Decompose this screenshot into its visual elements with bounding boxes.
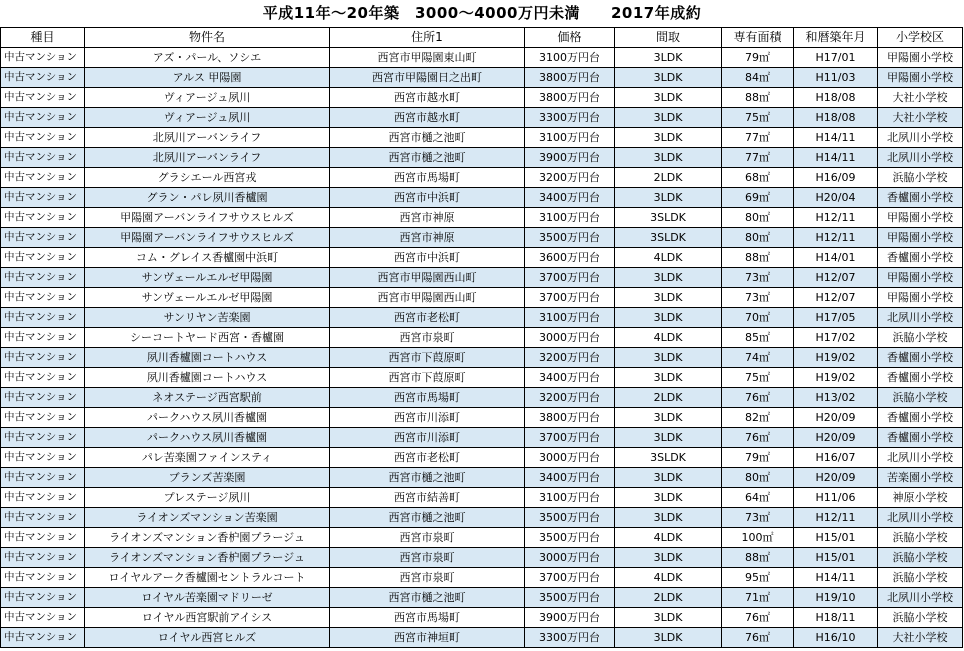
cell-layout: 2LDK [615,388,722,408]
cell-built-date: H11/03 [794,68,878,88]
cell-layout: 3LDK [615,368,722,388]
cell-layout: 3LDK [615,468,722,488]
cell-address: 西宮市甲陽園東山町 [330,48,525,68]
cell-price: 3500万円台 [525,588,615,608]
table-row [1,48,963,68]
cell-property-name: アズ・パール、ソシエ [85,48,330,68]
cell-built-date: H15/01 [794,528,878,548]
cell-address: 西宮市老松町 [330,308,525,328]
cell-price: 3700万円台 [525,288,615,308]
cell-area: 80㎡ [722,468,794,488]
cell-price: 3400万円台 [525,468,615,488]
cell-price: 3100万円台 [525,128,615,148]
cell-address: 西宮市泉町 [330,328,525,348]
cell-price: 3200万円台 [525,168,615,188]
cell-built-date: H14/01 [794,248,878,268]
cell-layout: 3LDK [615,488,722,508]
table-row [1,588,963,608]
cell-school-district: 大社小学校 [878,628,963,648]
cell-area: 88㎡ [722,248,794,268]
table-row [1,248,963,268]
table-row [1,548,963,568]
cell-address: 西宮市馬場町 [330,168,525,188]
cell-layout: 3LDK [615,288,722,308]
cell-type: 中古マンション [1,428,85,448]
cell-type: 中古マンション [1,188,85,208]
cell-type: 中古マンション [1,508,85,528]
cell-address: 西宮市泉町 [330,568,525,588]
cell-area: 75㎡ [722,108,794,128]
cell-area: 85㎡ [722,328,794,348]
cell-area: 77㎡ [722,128,794,148]
cell-school-district: 浜脇小学校 [878,568,963,588]
cell-property-name: グラシエール西宮戎 [85,168,330,188]
cell-layout: 3LDK [615,108,722,128]
cell-area: 88㎡ [722,548,794,568]
cell-area: 71㎡ [722,588,794,608]
cell-type: 中古マンション [1,88,85,108]
cell-built-date: H20/09 [794,428,878,448]
cell-layout: 3LDK [615,148,722,168]
cell-property-name: ネオステージ西宮駅前 [85,388,330,408]
cell-property-name: 夙川香櫨園コートハウス [85,348,330,368]
cell-type: 中古マンション [1,588,85,608]
table-header [1,28,963,48]
cell-layout: 3LDK [615,68,722,88]
cell-area: 76㎡ [722,428,794,448]
cell-school-district: 香櫨園小学校 [878,188,963,208]
cell-address: 西宮市下葭原町 [330,348,525,368]
cell-price: 3000万円台 [525,548,615,568]
cell-type: 中古マンション [1,308,85,328]
cell-built-date: H12/11 [794,508,878,528]
cell-price: 3000万円台 [525,328,615,348]
cell-built-date: H20/04 [794,188,878,208]
table-row [1,368,963,388]
cell-address: 西宮市馬場町 [330,388,525,408]
cell-layout: 3LDK [615,548,722,568]
cell-area: 80㎡ [722,208,794,228]
cell-built-date: H12/07 [794,288,878,308]
cell-area: 75㎡ [722,368,794,388]
cell-school-district: 苦楽園小学校 [878,468,963,488]
cell-built-date: H17/01 [794,48,878,68]
cell-school-district: 香櫨園小学校 [878,368,963,388]
cell-address: 西宮市甲陽園西山町 [330,288,525,308]
cell-layout: 3LDK [615,608,722,628]
cell-layout: 3LDK [615,308,722,328]
cell-built-date: H19/02 [794,348,878,368]
cell-price: 3500万円台 [525,528,615,548]
cell-property-name: ライオンズマンション香枦園プラージュ [85,528,330,548]
cell-address: 西宮市越水町 [330,108,525,128]
cell-layout: 3LDK [615,88,722,108]
cell-type: 中古マンション [1,468,85,488]
column-header-address: 住所1 [330,28,525,48]
cell-built-date: H18/08 [794,88,878,108]
cell-built-date: H14/11 [794,128,878,148]
cell-address: 西宮市樋之池町 [330,508,525,528]
cell-property-name: パークハウス夙川香櫨園 [85,408,330,428]
cell-price: 3100万円台 [525,48,615,68]
column-header-price: 価格 [525,28,615,48]
cell-address: 西宮市越水町 [330,88,525,108]
cell-price: 3700万円台 [525,568,615,588]
cell-type: 中古マンション [1,568,85,588]
cell-area: 82㎡ [722,408,794,428]
table-row [1,468,963,488]
cell-school-district: 北夙川小学校 [878,308,963,328]
cell-price: 3100万円台 [525,488,615,508]
listing-table [0,27,963,648]
table-row [1,308,963,328]
cell-address: 西宮市神原 [330,228,525,248]
cell-property-name: コム・グレイス香櫨園中浜町 [85,248,330,268]
cell-school-district: 甲陽園小学校 [878,48,963,68]
table-row [1,348,963,368]
cell-layout: 3LDK [615,348,722,368]
cell-school-district: 甲陽園小学校 [878,268,963,288]
cell-type: 中古マンション [1,368,85,388]
cell-school-district: 浜脇小学校 [878,528,963,548]
cell-built-date: H11/06 [794,488,878,508]
cell-school-district: 北夙川小学校 [878,588,963,608]
header-row [1,28,963,48]
cell-property-name: ヴィアージュ夙川 [85,88,330,108]
cell-school-district: 浜脇小学校 [878,608,963,628]
table-row [1,628,963,648]
cell-built-date: H15/01 [794,548,878,568]
cell-built-date: H16/10 [794,628,878,648]
cell-price: 3800万円台 [525,68,615,88]
cell-school-district: 北夙川小学校 [878,508,963,528]
table-row [1,128,963,148]
cell-area: 76㎡ [722,628,794,648]
cell-school-district: 大社小学校 [878,108,963,128]
cell-school-district: 香櫨園小学校 [878,428,963,448]
cell-type: 中古マンション [1,628,85,648]
cell-address: 西宮市川添町 [330,408,525,428]
cell-school-district: 大社小学校 [878,88,963,108]
cell-layout: 4LDK [615,248,722,268]
cell-school-district: 香櫨園小学校 [878,408,963,428]
cell-property-name: シーコートヤード西宮・香櫨園 [85,328,330,348]
table-row [1,228,963,248]
cell-property-name: ライオンズマンション香枦園プラージュ [85,548,330,568]
cell-type: 中古マンション [1,548,85,568]
cell-school-district: 北夙川小学校 [878,128,963,148]
cell-school-district: 甲陽園小学校 [878,228,963,248]
cell-price: 3900万円台 [525,148,615,168]
cell-property-name: ヴィアージュ夙川 [85,108,330,128]
cell-layout: 3SLDK [615,208,722,228]
cell-built-date: H14/11 [794,568,878,588]
cell-price: 3800万円台 [525,408,615,428]
cell-layout: 3LDK [615,408,722,428]
cell-school-district: 浜脇小学校 [878,388,963,408]
column-header-name: 物件名 [85,28,330,48]
table-row [1,528,963,548]
cell-type: 中古マンション [1,388,85,408]
cell-price: 3900万円台 [525,608,615,628]
cell-layout: 3LDK [615,48,722,68]
cell-layout: 2LDK [615,168,722,188]
cell-school-district: 浜脇小学校 [878,328,963,348]
cell-type: 中古マンション [1,288,85,308]
cell-layout: 2LDK [615,588,722,608]
cell-address: 西宮市甲陽園西山町 [330,268,525,288]
cell-address: 西宮市中浜町 [330,188,525,208]
cell-layout: 4LDK [615,328,722,348]
cell-built-date: H19/10 [794,588,878,608]
cell-property-name: ロイヤルアーク香櫨園セントラルコート [85,568,330,588]
cell-price: 3600万円台 [525,248,615,268]
cell-area: 73㎡ [722,268,794,288]
cell-area: 73㎡ [722,508,794,528]
table-body [1,48,963,648]
cell-built-date: H20/09 [794,408,878,428]
cell-layout: 3LDK [615,428,722,448]
cell-price: 3500万円台 [525,228,615,248]
table-row [1,108,963,128]
cell-address: 西宮市老松町 [330,448,525,468]
cell-address: 西宮市川添町 [330,428,525,448]
cell-address: 西宮市泉町 [330,528,525,548]
cell-area: 76㎡ [722,388,794,408]
cell-address: 西宮市樋之池町 [330,588,525,608]
cell-area: 84㎡ [722,68,794,88]
cell-school-district: 香櫨園小学校 [878,348,963,368]
cell-type: 中古マンション [1,68,85,88]
cell-price: 3800万円台 [525,88,615,108]
column-header-layout: 間取 [615,28,722,48]
cell-area: 64㎡ [722,488,794,508]
table-row [1,148,963,168]
cell-address: 西宮市下葭原町 [330,368,525,388]
table-row [1,288,963,308]
cell-built-date: H18/08 [794,108,878,128]
cell-property-name: ロイヤル西宮ヒルズ [85,628,330,648]
cell-address: 西宮市馬場町 [330,608,525,628]
cell-price: 3400万円台 [525,368,615,388]
cell-built-date: H18/11 [794,608,878,628]
cell-area: 73㎡ [722,288,794,308]
cell-property-name: ロイヤル苦楽園マドリーゼ [85,588,330,608]
cell-property-name: ライオンズマンション苦楽園 [85,508,330,528]
cell-layout: 3LDK [615,628,722,648]
cell-school-district: 北夙川小学校 [878,148,963,168]
cell-school-district: 甲陽園小学校 [878,208,963,228]
table-row [1,328,963,348]
cell-built-date: H16/09 [794,168,878,188]
cell-area: 76㎡ [722,608,794,628]
cell-property-name: アルス 甲陽園 [85,68,330,88]
cell-type: 中古マンション [1,328,85,348]
cell-layout: 3LDK [615,268,722,288]
cell-address: 西宮市神原 [330,208,525,228]
column-header-school: 小学校区 [878,28,963,48]
table-row [1,188,963,208]
cell-built-date: H13/02 [794,388,878,408]
cell-type: 中古マンション [1,128,85,148]
cell-property-name: サンヴェールエルゼ甲陽園 [85,288,330,308]
cell-price: 3300万円台 [525,108,615,128]
table-row [1,428,963,448]
cell-layout: 3SLDK [615,228,722,248]
cell-type: 中古マンション [1,348,85,368]
table-row [1,408,963,428]
cell-price: 3200万円台 [525,388,615,408]
cell-price: 3500万円台 [525,508,615,528]
cell-price: 3700万円台 [525,428,615,448]
table-row [1,388,963,408]
cell-address: 西宮市結善町 [330,488,525,508]
column-header-type: 種目 [1,28,85,48]
cell-area: 68㎡ [722,168,794,188]
cell-price: 3100万円台 [525,308,615,328]
cell-area: 88㎡ [722,88,794,108]
cell-type: 中古マンション [1,228,85,248]
page-title: 平成11年～20年築 3000～4000万円未満 2017年成約 [262,4,702,22]
cell-layout: 3LDK [615,128,722,148]
cell-type: 中古マンション [1,408,85,428]
table-row [1,208,963,228]
cell-school-district: 甲陽園小学校 [878,68,963,88]
cell-price: 3000万円台 [525,448,615,468]
cell-property-name: 甲陽園アーバンライフサウスヒルズ [85,228,330,248]
column-header-built: 和暦築年月 [794,28,878,48]
cell-address: 西宮市樋之池町 [330,468,525,488]
cell-price: 3400万円台 [525,188,615,208]
cell-layout: 4LDK [615,568,722,588]
cell-type: 中古マンション [1,48,85,68]
cell-school-district: 浜脇小学校 [878,548,963,568]
cell-area: 95㎡ [722,568,794,588]
cell-property-name: プレステージ夙川 [85,488,330,508]
cell-area: 69㎡ [722,188,794,208]
cell-type: 中古マンション [1,488,85,508]
cell-address: 西宮市樋之池町 [330,128,525,148]
table-row [1,268,963,288]
cell-type: 中古マンション [1,168,85,188]
cell-address: 西宮市中浜町 [330,248,525,268]
cell-property-name: サンヴェールエルゼ甲陽園 [85,268,330,288]
cell-property-name: サンリヤン苦楽園 [85,308,330,328]
table-row [1,168,963,188]
cell-type: 中古マンション [1,208,85,228]
cell-property-name: 北夙川アーバンライフ [85,148,330,168]
cell-price: 3200万円台 [525,348,615,368]
cell-built-date: H19/02 [794,368,878,388]
cell-layout: 3SLDK [615,448,722,468]
cell-area: 80㎡ [722,228,794,248]
cell-built-date: H12/11 [794,208,878,228]
cell-type: 中古マンション [1,608,85,628]
cell-school-district: 神原小学校 [878,488,963,508]
cell-school-district: 浜脇小学校 [878,168,963,188]
cell-built-date: H12/11 [794,228,878,248]
table-row [1,448,963,468]
cell-school-district: 北夙川小学校 [878,448,963,468]
table-row [1,488,963,508]
cell-type: 中古マンション [1,108,85,128]
cell-layout: 3LDK [615,508,722,528]
cell-area: 70㎡ [722,308,794,328]
table-row [1,508,963,528]
cell-price: 3300万円台 [525,628,615,648]
cell-property-name: 北夙川アーバンライフ [85,128,330,148]
cell-type: 中古マンション [1,528,85,548]
cell-area: 79㎡ [722,48,794,68]
cell-type: 中古マンション [1,448,85,468]
cell-area: 77㎡ [722,148,794,168]
cell-address: 西宮市神垣町 [330,628,525,648]
cell-built-date: H12/07 [794,268,878,288]
cell-property-name: パレ苦楽園ファインスティ [85,448,330,468]
cell-property-name: 夙川香櫨園コートハウス [85,368,330,388]
cell-built-date: H17/02 [794,328,878,348]
cell-layout: 4LDK [615,528,722,548]
cell-built-date: H17/05 [794,308,878,328]
table-row [1,568,963,588]
cell-price: 3700万円台 [525,268,615,288]
cell-built-date: H20/09 [794,468,878,488]
cell-property-name: ブランズ苦楽園 [85,468,330,488]
cell-area: 100㎡ [722,528,794,548]
cell-property-name: パークハウス夙川香櫨園 [85,428,330,448]
cell-property-name: グラン・パレ夙川香櫨園 [85,188,330,208]
column-header-area: 専有面積 [722,28,794,48]
cell-address: 西宮市甲陽園日之出町 [330,68,525,88]
cell-layout: 3LDK [615,188,722,208]
table-row [1,68,963,88]
cell-area: 79㎡ [722,448,794,468]
cell-property-name: ロイヤル西宮駅前アイシス [85,608,330,628]
cell-type: 中古マンション [1,268,85,288]
cell-area: 74㎡ [722,348,794,368]
cell-type: 中古マンション [1,248,85,268]
cell-built-date: H14/11 [794,148,878,168]
cell-school-district: 甲陽園小学校 [878,288,963,308]
cell-property-name: 甲陽園アーバンライフサウスヒルズ [85,208,330,228]
cell-address: 西宮市泉町 [330,548,525,568]
cell-address: 西宮市樋之池町 [330,148,525,168]
cell-school-district: 香櫨園小学校 [878,248,963,268]
cell-price: 3100万円台 [525,208,615,228]
table-row [1,608,963,628]
cell-type: 中古マンション [1,148,85,168]
cell-built-date: H16/07 [794,448,878,468]
table-row [1,88,963,108]
